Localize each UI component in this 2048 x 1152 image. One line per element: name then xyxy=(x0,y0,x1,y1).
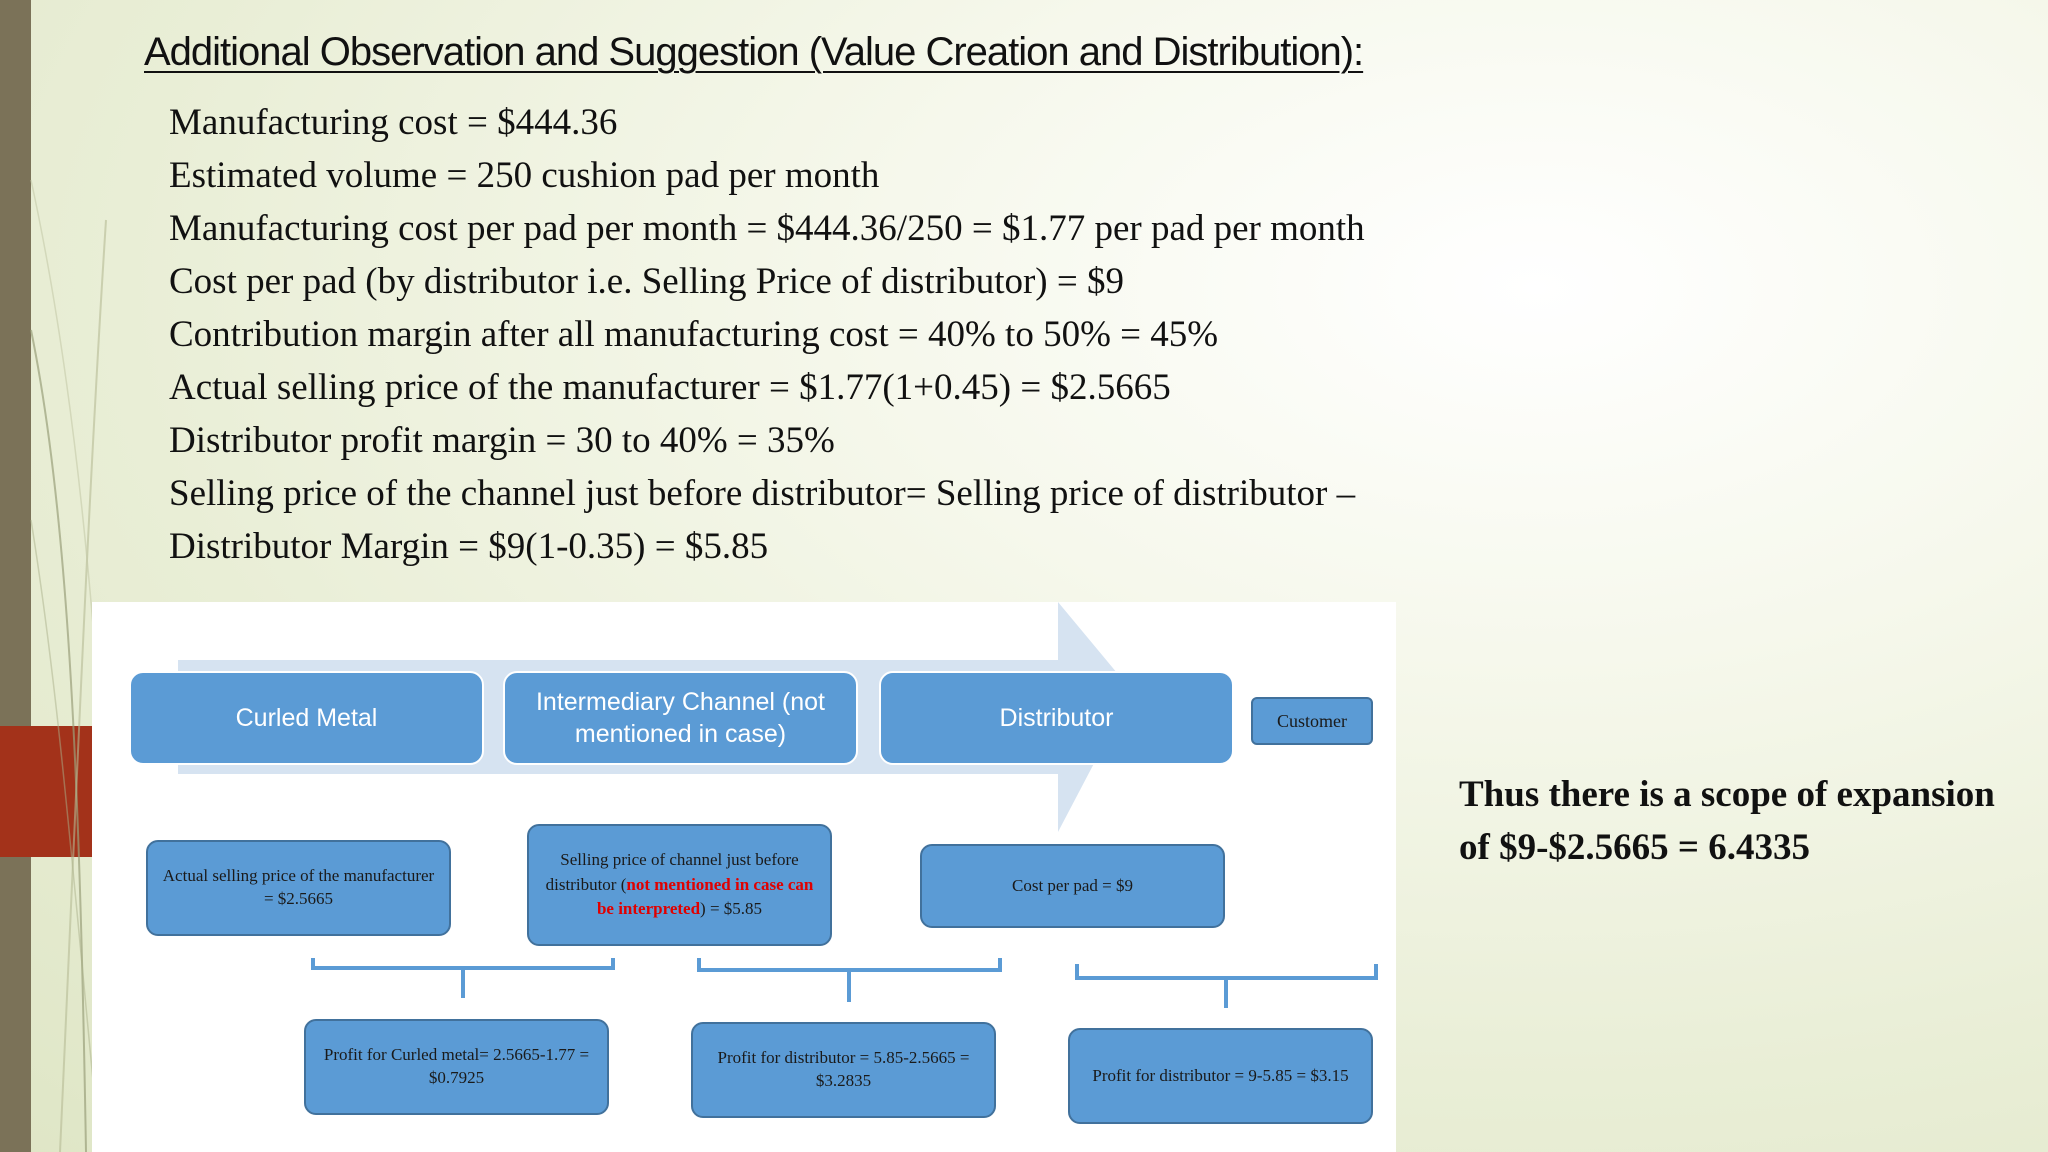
line-manufacturing-cost: Manufacturing cost = $444.36 xyxy=(169,102,618,143)
line-estimated-volume: Estimated volume = 250 cushion pad per month xyxy=(169,155,880,196)
price-distributor: Cost per pad = $9 xyxy=(920,844,1225,928)
conclusion-text: Thus there is a scope of expansion of $9-$2.5665 = 6.4335 xyxy=(1459,774,1995,868)
line-channel-price-cont: Distributor Margin = $9(1-0.35) = $5.85 xyxy=(169,526,769,567)
price-channel-highlight: not mentioned in case can be interpreted xyxy=(596,874,814,919)
price-manufacturer: Actual selling price of the manufacturer = $2.5665 xyxy=(146,840,451,936)
line-distributor-price: Cost per pad (by distributor i.e. Selling Price of distributor) = $9 xyxy=(169,261,1124,302)
line-contribution-margin: Contribution margin after all manufacturing cost = 40% to 50% = 45% xyxy=(169,314,1219,355)
line-cost-per-pad: Manufacturing cost per pad per month = $444.36/250 = $1.77 per pad per month xyxy=(169,208,1365,249)
page-title: Additional Observation and Suggestion (Value Creation and Distribution): xyxy=(144,30,1364,74)
price-channel xyxy=(527,824,832,946)
stage-curled-metal: Curled Metal xyxy=(129,671,484,765)
line-channel-price: Selling price of the channel just before distributor= Selling price of distributor – xyxy=(169,473,1356,514)
value-chain-diagram xyxy=(92,602,1396,1152)
stage-distributor: Distributor xyxy=(879,671,1234,765)
stage-intermediary-channel: Intermediary Channel (not mentioned in case) xyxy=(503,671,858,765)
stage-customer: Customer xyxy=(1251,697,1373,745)
profit-curled-metal: Profit for Curled metal= 2.5665-1.77 = $0.7925 xyxy=(304,1019,609,1115)
price-channel-text: Selling price of channel just before distributor (not mentioned in case can be interpreted) = $5.85 xyxy=(545,850,814,919)
profit-distributor: Profit for distributor = 9-5.85 = $3.15 xyxy=(1068,1028,1373,1124)
line-manufacturer-price: Actual selling price of the manufacturer = $1.77(1+0.45) = $2.5665 xyxy=(169,367,1171,408)
calculation-lines xyxy=(169,96,1365,573)
line-distributor-margin: Distributor profit margin = 30 to 40% = 35% xyxy=(169,420,835,461)
profit-channel: Profit for distributor = 5.85-2.5665 = $3.2835 xyxy=(691,1022,996,1118)
